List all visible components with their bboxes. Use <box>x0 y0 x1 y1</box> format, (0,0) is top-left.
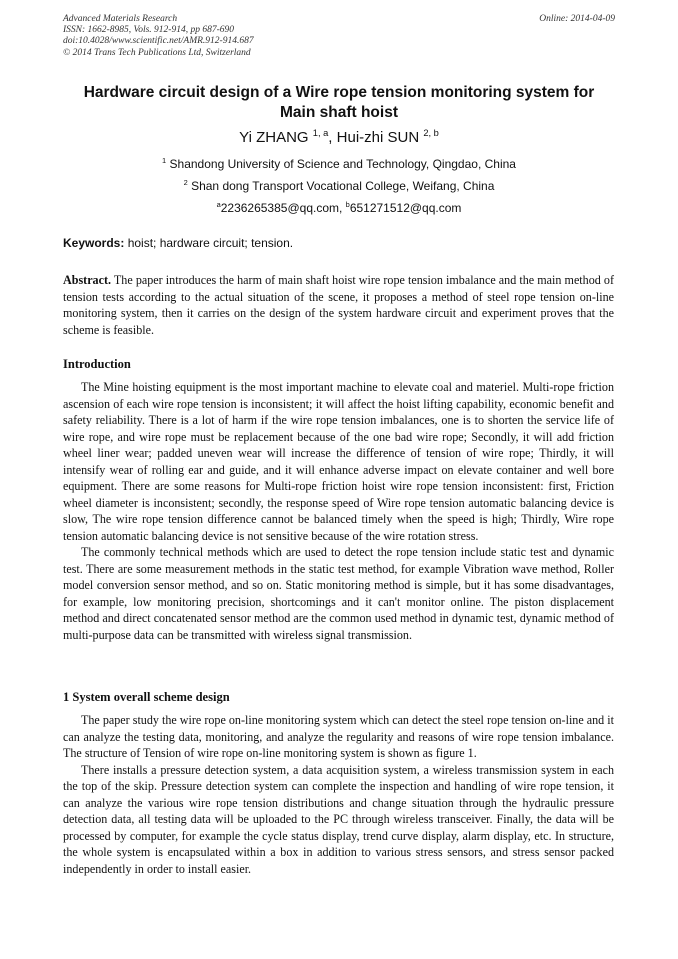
author-1-name: Yi ZHANG <box>239 129 309 146</box>
affiliation-2 <box>0 179 678 193</box>
keywords-label: Keywords: <box>63 236 125 250</box>
copyright-line: © 2014 Trans Tech Publications Ltd, Switzerland <box>63 47 251 58</box>
affiliation-2-text: Shan dong Transport Vocational College, Weifang, China <box>191 179 495 193</box>
email-a-mark: a <box>216 200 221 209</box>
online-date: Online: 2014-04-09 <box>539 14 615 24</box>
doi-line: doi:10.4028/www.scientific.net/AMR.912-914.687 <box>63 36 254 47</box>
journal-name: Advanced Materials Research <box>63 14 178 24</box>
email-b[interactable]: 651271512@qq.com <box>349 201 462 215</box>
email-b-mark: b <box>345 200 350 209</box>
introduction-heading: Introduction <box>63 357 131 371</box>
section-1-body <box>63 712 614 877</box>
affiliation-1 <box>0 157 678 171</box>
email-separator: , <box>339 201 346 215</box>
paper-title <box>40 83 638 123</box>
issn-line: ISSN: 1662-8985, Vols. 912-914, pp 687-690 <box>63 25 234 36</box>
affiliation-2-mark: 2 <box>183 178 188 187</box>
abstract <box>63 272 614 338</box>
keywords <box>63 236 623 250</box>
affiliation-1-mark: 1 <box>162 156 167 165</box>
section-1-heading: 1 System overall scheme design <box>63 690 230 704</box>
abstract-text: The paper introduces the harm of main shaft hoist wire rope tension imbalance and the main method of tension tests according to the actual situation of the scene, it proposes a method of steel rope tension on-line monitoring system, then it carries on the design of the system hardware circuit and experiment proves that the scheme is feasible. <box>63 273 614 337</box>
intro-paragraph-1: The Mine hoisting equipment is the most important machine to elevate coal and materiel. Multi-rope friction ascension of each wire rope tension is inconsistent; it will affect the hoist lifting capability, economic benefit and safety reliability. There is a lot of harm if the wire rope tension imbalances, one is to shorten the service life of wire rope, and wire rope must be replacement because of the one bad wire rope; Secondly, it will add friction wheel liner wear; padded uneven wear will increase the difference of tension of wire rope; Thirdly, it will intensify wear of rolling ear and guide, and it will enhance adverse impact on elevate container and well bore equipment. There are some reasons for Multi-rope friction hoist wire rope tension inconsistent: first, Friction wheel diameter is inconsistent; secondly, the response speed of Wire rope tension automatic balancing device is slow, The wire rope tension difference cannot be balanced timely when the speed is high; Thirdly, Wire rope tension automatic balancing device is not sensitive because of the wire rotation stress. <box>63 380 614 543</box>
abstract-label: Abstract. <box>63 273 112 287</box>
title-line-1: Hardware circuit design of a Wire rope tension monitoring system for <box>83 84 595 101</box>
intro-paragraph-2: The commonly technical methods which are used to detect the rope tension include static test and dynamic test. There are some measurement methods in the static test method, for example Vibration wave method, Roller model conversion sensor method, and so on. Static monitoring method is simple, but it has some disadvantages, for example, low monitoring precision, shortcomings and it can't monitor online. The piston displacement method and direct concatenated sensor method are the common used method in dynamic test, dynamic method of multi-purpose data can be transmitted with wireless signal transmission. <box>63 545 614 642</box>
author-2-affil-mark: 2, b <box>423 128 439 138</box>
title-line-2: Main shaft hoist <box>280 104 398 121</box>
keywords-text: hoist; hardware circuit; tension. <box>124 236 294 250</box>
section-1-paragraph-1: The paper study the wire rope on-line monitoring system which can detect the steel rope tension on-line and it can analyze the testing data, monitoring, and analyze the regularity and reasons of wire rope tension imbalance. The structure of Tension of wire rope on-line monitoring system is shown as figure 1. <box>63 713 614 760</box>
author-separator: , <box>328 129 337 146</box>
author-2-name: Hui-zhi SUN <box>336 129 420 146</box>
author-1-affil-mark: 1, a <box>312 128 329 138</box>
affiliation-1-text: Shandong University of Science and Technology, Qingdao, China <box>169 157 516 171</box>
introduction-body <box>63 379 614 643</box>
journal-header <box>63 14 615 59</box>
email-line <box>0 201 678 215</box>
author-list <box>0 129 678 147</box>
section-1-paragraph-2: There installs a pressure detection system, a data acquisition system, a wireless transmission system in each the top of the skip. Pressure detection system can complete the inspection and handling of wire rope tension, it can analyze the various wire rope tension distributions and change situation through the hydraulic pressure detection data, all testing data will be uploaded to the PC through wireless transceiver. Finally, the data will be processed by computer, for example the cycle status display, trend curve display, alarm display, etc. In structure, the whole system is encapsulated within a box in addition to various stress sensors, and stress sensor packed independently in order to install easier. <box>63 762 614 876</box>
email-a[interactable]: 2236265385@qq.com <box>220 201 339 215</box>
